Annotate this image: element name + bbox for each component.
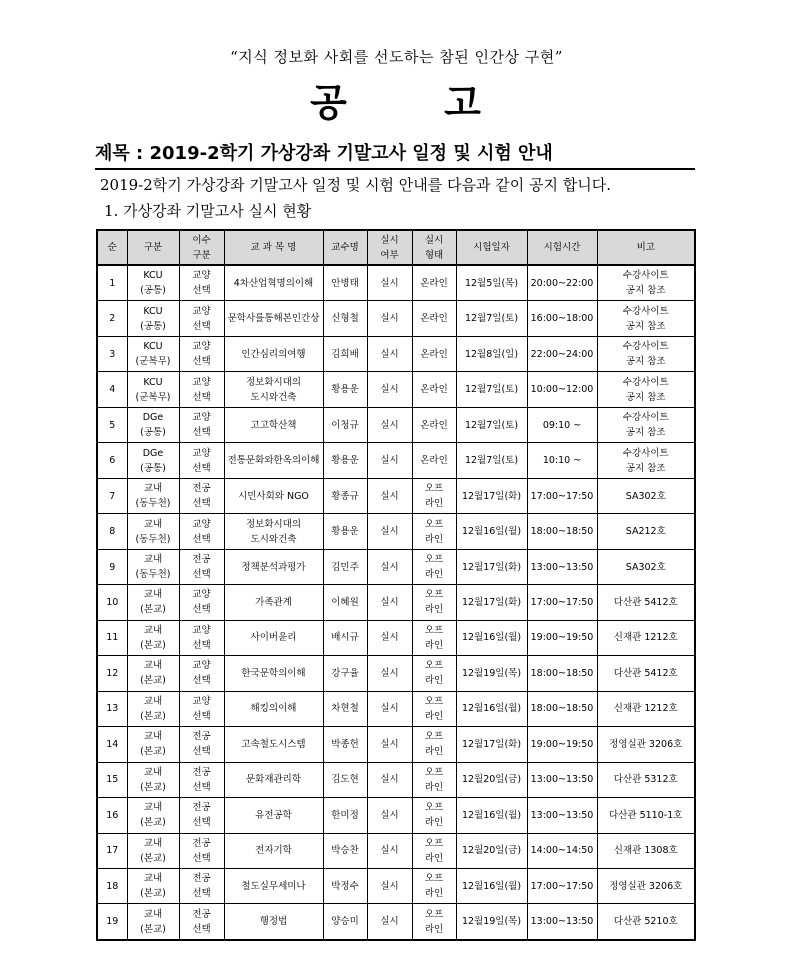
cell-held: 실시 bbox=[367, 833, 412, 868]
cell-note: 수강사이트 공지 참조 bbox=[597, 336, 695, 371]
cell-note: 정영실관 3206호 bbox=[597, 868, 695, 903]
cell-date: 12월7일(토) bbox=[456, 372, 527, 407]
table-row bbox=[97, 549, 695, 584]
table-row bbox=[97, 691, 695, 726]
table-row bbox=[97, 301, 695, 336]
cell-held: 실시 bbox=[367, 265, 412, 301]
table-header-row bbox=[97, 230, 695, 265]
table-row bbox=[97, 798, 695, 833]
cell-category: 교내 (본교) bbox=[127, 762, 179, 797]
cell-held: 실시 bbox=[367, 798, 412, 833]
cell-format: 오프 라인 bbox=[412, 727, 456, 762]
cell-type: 전공 선택 bbox=[179, 549, 224, 584]
cell-type: 전공 선택 bbox=[179, 727, 224, 762]
cell-format: 온라인 bbox=[412, 301, 456, 336]
cell-no: 7 bbox=[97, 478, 127, 513]
table-row bbox=[97, 656, 695, 691]
cell-professor: 이청규 bbox=[323, 407, 367, 442]
cell-type: 전공 선택 bbox=[179, 798, 224, 833]
cell-date: 12월17일(화) bbox=[456, 585, 527, 620]
cell-note: 신재관 1212호 bbox=[597, 620, 695, 655]
table-row bbox=[97, 372, 695, 407]
cell-professor: 김민주 bbox=[323, 549, 367, 584]
cell-professor: 박정수 bbox=[323, 868, 367, 903]
table-body bbox=[97, 265, 695, 940]
cell-subject: 전통문화와한옥의이해 bbox=[224, 443, 323, 478]
cell-subject: 행정법 bbox=[224, 904, 323, 940]
table-row bbox=[97, 904, 695, 940]
cell-category: 교내 (동두천) bbox=[127, 514, 179, 549]
table-row bbox=[97, 620, 695, 655]
cell-type: 교양 선택 bbox=[179, 443, 224, 478]
cell-note: 다산관 5412호 bbox=[597, 585, 695, 620]
cell-format: 오프 라인 bbox=[412, 514, 456, 549]
cell-date: 12월16일(월) bbox=[456, 620, 527, 655]
cell-note: 수강사이트 공지 참조 bbox=[597, 265, 695, 301]
cell-note: SA302호 bbox=[597, 549, 695, 584]
cell-type: 전공 선택 bbox=[179, 833, 224, 868]
cell-category: KCU (공통) bbox=[127, 301, 179, 336]
cell-category: 교내 (본교) bbox=[127, 585, 179, 620]
cell-no: 18 bbox=[97, 868, 127, 903]
cell-type: 교양 선택 bbox=[179, 372, 224, 407]
cell-category: 교내 (본교) bbox=[127, 727, 179, 762]
col-header-held: 실시 여부 bbox=[367, 230, 412, 265]
table-row bbox=[97, 407, 695, 442]
cell-date: 12월16일(월) bbox=[456, 868, 527, 903]
cell-format: 오프 라인 bbox=[412, 833, 456, 868]
cell-type: 교양 선택 bbox=[179, 265, 224, 301]
cell-format: 온라인 bbox=[412, 372, 456, 407]
cell-format: 오프 라인 bbox=[412, 868, 456, 903]
cell-professor: 강구율 bbox=[323, 656, 367, 691]
cell-date: 12월17일(화) bbox=[456, 727, 527, 762]
cell-subject: 시민사회와 NGO bbox=[224, 478, 323, 513]
cell-date: 12월19일(목) bbox=[456, 904, 527, 940]
cell-type: 교양 선택 bbox=[179, 336, 224, 371]
cell-format: 오프 라인 bbox=[412, 478, 456, 513]
cell-type: 전공 선택 bbox=[179, 904, 224, 940]
cell-professor: 김희배 bbox=[323, 336, 367, 371]
cell-time: 16:00~18:00 bbox=[527, 301, 597, 336]
cell-subject: 정보화시대의 도시와건축 bbox=[224, 372, 323, 407]
col-header-no: 순 bbox=[97, 230, 127, 265]
cell-date: 12월16일(월) bbox=[456, 514, 527, 549]
cell-format: 오프 라인 bbox=[412, 620, 456, 655]
cell-note: 수강사이트 공지 참조 bbox=[597, 301, 695, 336]
cell-note: 수강사이트 공지 참조 bbox=[597, 407, 695, 442]
col-header-note: 비고 bbox=[597, 230, 695, 265]
cell-held: 실시 bbox=[367, 514, 412, 549]
cell-type: 전공 선택 bbox=[179, 478, 224, 513]
table-row bbox=[97, 585, 695, 620]
cell-note: 수강사이트 공지 참조 bbox=[597, 372, 695, 407]
table-row bbox=[97, 443, 695, 478]
section-heading: 1. 가상강좌 기말고사 실시 현황 bbox=[104, 202, 312, 220]
cell-held: 실시 bbox=[367, 656, 412, 691]
cell-category: 교내 (본교) bbox=[127, 620, 179, 655]
cell-type: 교양 선택 bbox=[179, 691, 224, 726]
notice-heading: 공 고 bbox=[310, 80, 483, 125]
table-row bbox=[97, 868, 695, 903]
col-header-category: 구분 bbox=[127, 230, 179, 265]
cell-format: 오프 라인 bbox=[412, 762, 456, 797]
cell-time: 09:10 ~ bbox=[527, 407, 597, 442]
cell-held: 실시 bbox=[367, 868, 412, 903]
cell-date: 12월7일(토) bbox=[456, 407, 527, 442]
cell-format: 오프 라인 bbox=[412, 798, 456, 833]
cell-date: 12월17일(화) bbox=[456, 549, 527, 584]
cell-note: 다산관 5110-1호 bbox=[597, 798, 695, 833]
cell-held: 실시 bbox=[367, 407, 412, 442]
cell-no: 12 bbox=[97, 656, 127, 691]
cell-time: 20:00~22:00 bbox=[527, 265, 597, 301]
cell-date: 12월17일(화) bbox=[456, 478, 527, 513]
cell-note: 정영실관 3206호 bbox=[597, 727, 695, 762]
cell-subject: 인간심리의여행 bbox=[224, 336, 323, 371]
cell-note: SA212호 bbox=[597, 514, 695, 549]
cell-no: 2 bbox=[97, 301, 127, 336]
cell-professor: 황용운 bbox=[323, 372, 367, 407]
cell-note: 수강사이트 공지 참조 bbox=[597, 443, 695, 478]
cell-held: 실시 bbox=[367, 762, 412, 797]
cell-subject: 고고학산책 bbox=[224, 407, 323, 442]
cell-subject: 사이버윤리 bbox=[224, 620, 323, 655]
cell-category: KCU (군복무) bbox=[127, 336, 179, 371]
col-header-type: 이수 구분 bbox=[179, 230, 224, 265]
cell-date: 12월20일(금) bbox=[456, 762, 527, 797]
cell-no: 8 bbox=[97, 514, 127, 549]
cell-no: 16 bbox=[97, 798, 127, 833]
cell-type: 교양 선택 bbox=[179, 585, 224, 620]
cell-subject: 가족관계 bbox=[224, 585, 323, 620]
cell-category: 교내 (본교) bbox=[127, 691, 179, 726]
col-header-subject: 교 과 목 명 bbox=[224, 230, 323, 265]
document-title: 제목 : 2019-2학기 가상강좌 기말고사 일정 및 시험 안내 bbox=[95, 139, 695, 170]
motto: “지식 정보화 사회를 선도하는 참된 인간상 구현” bbox=[230, 48, 563, 66]
cell-held: 실시 bbox=[367, 727, 412, 762]
cell-time: 19:00~19:50 bbox=[527, 620, 597, 655]
cell-type: 교양 선택 bbox=[179, 514, 224, 549]
cell-format: 오프 라인 bbox=[412, 549, 456, 584]
cell-subject: 철도실무세미나 bbox=[224, 868, 323, 903]
cell-category: KCU (공통) bbox=[127, 265, 179, 301]
cell-type: 전공 선택 bbox=[179, 762, 224, 797]
cell-no: 19 bbox=[97, 904, 127, 940]
cell-held: 실시 bbox=[367, 549, 412, 584]
cell-held: 실시 bbox=[367, 620, 412, 655]
cell-time: 17:00~17:50 bbox=[527, 478, 597, 513]
cell-format: 온라인 bbox=[412, 336, 456, 371]
intro-text: 2019-2학기 가상강좌 기말고사 일정 및 시험 안내를 다음과 같이 공지 합니다. bbox=[100, 176, 611, 194]
col-header-time: 시험시간 bbox=[527, 230, 597, 265]
cell-subject: 정책분석과평가 bbox=[224, 549, 323, 584]
cell-professor: 배시규 bbox=[323, 620, 367, 655]
cell-category: 교내 (본교) bbox=[127, 904, 179, 940]
cell-time: 13:00~13:50 bbox=[527, 798, 597, 833]
cell-category: 교내 (본교) bbox=[127, 833, 179, 868]
cell-time: 17:00~17:50 bbox=[527, 868, 597, 903]
cell-time: 13:00~13:50 bbox=[527, 762, 597, 797]
table-row bbox=[97, 514, 695, 549]
cell-note: 다산관 5412호 bbox=[597, 656, 695, 691]
cell-date: 12월7일(토) bbox=[456, 443, 527, 478]
cell-subject: 문학사를통해본인간상 bbox=[224, 301, 323, 336]
table-row bbox=[97, 265, 695, 301]
cell-date: 12월16일(월) bbox=[456, 798, 527, 833]
cell-no: 3 bbox=[97, 336, 127, 371]
cell-no: 15 bbox=[97, 762, 127, 797]
cell-format: 온라인 bbox=[412, 407, 456, 442]
cell-category: 교내 (본교) bbox=[127, 868, 179, 903]
table-row bbox=[97, 336, 695, 371]
table-row bbox=[97, 727, 695, 762]
cell-subject: 유전공학 bbox=[224, 798, 323, 833]
table-row bbox=[97, 833, 695, 868]
cell-type: 교양 선택 bbox=[179, 407, 224, 442]
cell-category: 교내 (동두천) bbox=[127, 549, 179, 584]
cell-format: 오프 라인 bbox=[412, 904, 456, 940]
cell-category: DGe (공통) bbox=[127, 443, 179, 478]
cell-category: 교내 (본교) bbox=[127, 798, 179, 833]
cell-date: 12월5일(목) bbox=[456, 265, 527, 301]
cell-no: 11 bbox=[97, 620, 127, 655]
cell-no: 1 bbox=[97, 265, 127, 301]
cell-format: 오프 라인 bbox=[412, 656, 456, 691]
cell-time: 18:00~18:50 bbox=[527, 656, 597, 691]
cell-professor: 박종헌 bbox=[323, 727, 367, 762]
cell-time: 18:00~18:50 bbox=[527, 691, 597, 726]
cell-time: 10:10 ~ bbox=[527, 443, 597, 478]
cell-subject: 문화재관리학 bbox=[224, 762, 323, 797]
cell-type: 교양 선택 bbox=[179, 656, 224, 691]
cell-note: 다산관 5210호 bbox=[597, 904, 695, 940]
cell-note: SA302호 bbox=[597, 478, 695, 513]
cell-time: 17:00~17:50 bbox=[527, 585, 597, 620]
cell-professor: 한미정 bbox=[323, 798, 367, 833]
cell-note: 다산관 5312호 bbox=[597, 762, 695, 797]
cell-professor: 차현철 bbox=[323, 691, 367, 726]
cell-format: 온라인 bbox=[412, 265, 456, 301]
cell-category: 교내 (본교) bbox=[127, 656, 179, 691]
cell-type: 교양 선택 bbox=[179, 620, 224, 655]
cell-time: 22:00~24:00 bbox=[527, 336, 597, 371]
table-row bbox=[97, 478, 695, 513]
cell-subject: 전자기학 bbox=[224, 833, 323, 868]
cell-time: 18:00~18:50 bbox=[527, 514, 597, 549]
cell-held: 실시 bbox=[367, 478, 412, 513]
cell-held: 실시 bbox=[367, 904, 412, 940]
cell-professor: 황용운 bbox=[323, 514, 367, 549]
cell-no: 10 bbox=[97, 585, 127, 620]
cell-held: 실시 bbox=[367, 585, 412, 620]
cell-format: 오프 라인 bbox=[412, 691, 456, 726]
cell-held: 실시 bbox=[367, 336, 412, 371]
cell-no: 14 bbox=[97, 727, 127, 762]
cell-date: 12월16일(월) bbox=[456, 691, 527, 726]
cell-professor: 박승찬 bbox=[323, 833, 367, 868]
cell-time: 13:00~13:50 bbox=[527, 549, 597, 584]
cell-subject: 4차산업혁명의이해 bbox=[224, 265, 323, 301]
cell-no: 13 bbox=[97, 691, 127, 726]
cell-format: 오프 라인 bbox=[412, 585, 456, 620]
cell-subject: 고속철도시스템 bbox=[224, 727, 323, 762]
cell-held: 실시 bbox=[367, 443, 412, 478]
cell-no: 6 bbox=[97, 443, 127, 478]
cell-professor: 안병태 bbox=[323, 265, 367, 301]
cell-note: 신재관 1212호 bbox=[597, 691, 695, 726]
cell-time: 10:00~12:00 bbox=[527, 372, 597, 407]
cell-professor: 이혜원 bbox=[323, 585, 367, 620]
cell-date: 12월19일(목) bbox=[456, 656, 527, 691]
exam-schedule-table bbox=[96, 229, 696, 941]
cell-subject: 한국문학의이해 bbox=[224, 656, 323, 691]
cell-format: 온라인 bbox=[412, 443, 456, 478]
cell-time: 13:00~13:50 bbox=[527, 904, 597, 940]
cell-no: 9 bbox=[97, 549, 127, 584]
cell-type: 교양 선택 bbox=[179, 301, 224, 336]
cell-note: 신재관 1308호 bbox=[597, 833, 695, 868]
cell-no: 5 bbox=[97, 407, 127, 442]
col-header-professor: 교수명 bbox=[323, 230, 367, 265]
cell-no: 4 bbox=[97, 372, 127, 407]
cell-no: 17 bbox=[97, 833, 127, 868]
cell-date: 12월8일(일) bbox=[456, 336, 527, 371]
cell-professor: 황종규 bbox=[323, 478, 367, 513]
cell-time: 19:00~19:50 bbox=[527, 727, 597, 762]
cell-category: DGe (공통) bbox=[127, 407, 179, 442]
cell-subject: 정보화시대의 도시와건축 bbox=[224, 514, 323, 549]
cell-subject: 해킹의이해 bbox=[224, 691, 323, 726]
cell-professor: 신형철 bbox=[323, 301, 367, 336]
cell-category: KCU (군복무) bbox=[127, 372, 179, 407]
cell-category: 교내 (동두천) bbox=[127, 478, 179, 513]
cell-held: 실시 bbox=[367, 301, 412, 336]
cell-time: 14:00~14:50 bbox=[527, 833, 597, 868]
cell-professor: 황용운 bbox=[323, 443, 367, 478]
cell-held: 실시 bbox=[367, 691, 412, 726]
cell-date: 12월20일(금) bbox=[456, 833, 527, 868]
cell-professor: 김도현 bbox=[323, 762, 367, 797]
cell-type: 전공 선택 bbox=[179, 868, 224, 903]
cell-professor: 양승미 bbox=[323, 904, 367, 940]
cell-held: 실시 bbox=[367, 372, 412, 407]
col-header-date: 시험일자 bbox=[456, 230, 527, 265]
col-header-format: 실시 형태 bbox=[412, 230, 456, 265]
cell-date: 12월7일(토) bbox=[456, 301, 527, 336]
table-row bbox=[97, 762, 695, 797]
